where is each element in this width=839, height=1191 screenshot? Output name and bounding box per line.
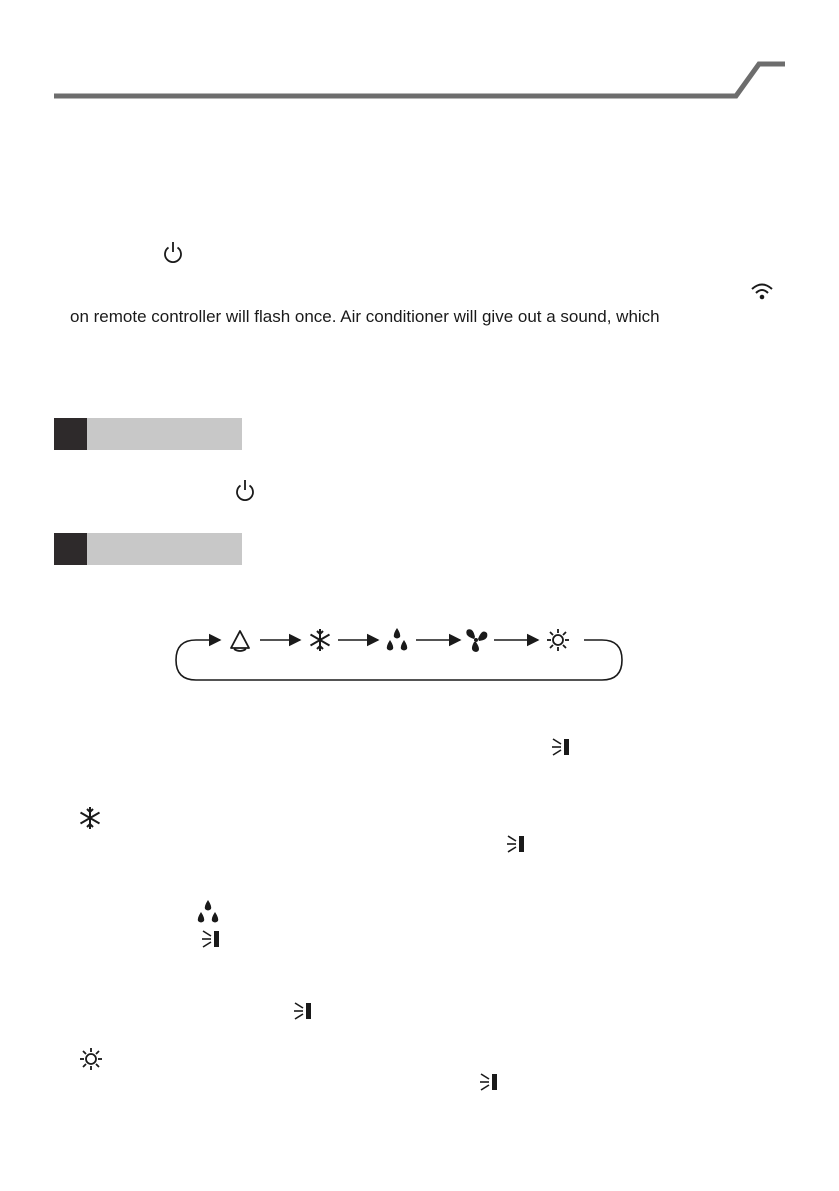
cool-mode-icon xyxy=(311,629,330,651)
power-icon xyxy=(234,477,256,503)
light-icon xyxy=(505,833,527,855)
section-tab-label xyxy=(87,533,242,565)
light-icon xyxy=(550,736,572,758)
signal-icon xyxy=(750,282,774,300)
auto-mode-icon xyxy=(231,631,249,651)
fan-mode-icon xyxy=(466,629,487,652)
snowflake-icon xyxy=(78,806,102,830)
power-icon xyxy=(162,239,184,265)
drops-icon xyxy=(196,898,220,926)
heat-mode-icon xyxy=(547,629,569,651)
section-tab-label xyxy=(87,418,242,450)
dry-mode-icon xyxy=(387,628,407,651)
header-rule xyxy=(0,0,839,110)
light-icon xyxy=(292,1000,314,1022)
section-tab-marker xyxy=(54,418,87,450)
mode-cycle-diagram xyxy=(170,620,630,686)
light-icon xyxy=(478,1071,500,1093)
light-icon xyxy=(200,928,222,950)
sun-icon xyxy=(78,1046,104,1072)
section-tab-2 xyxy=(54,533,242,565)
section-tab-marker xyxy=(54,533,87,565)
remote-controller-text: on remote controller will flash once. Air conditioner will give out a sound, which xyxy=(70,307,660,326)
section-tab-1 xyxy=(54,418,242,450)
